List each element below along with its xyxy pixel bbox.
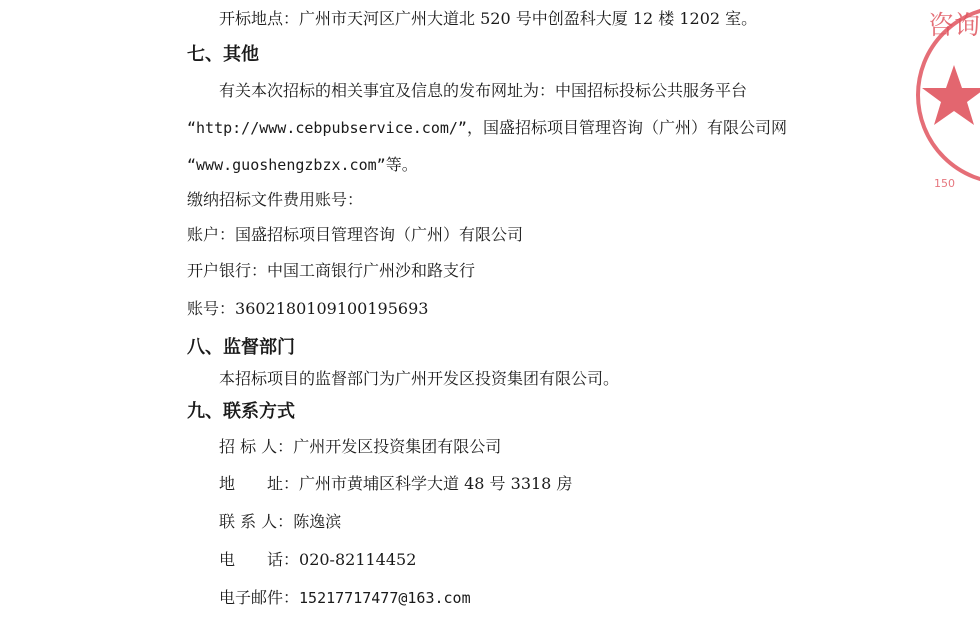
- address-label: 地 址：: [219, 474, 300, 493]
- phone-value: 020-82114452: [299, 550, 417, 569]
- section-7-paragraph-line-3-text: 等。: [385, 155, 418, 174]
- phone-line: [219, 550, 416, 570]
- section-7-paragraph-line-2: [187, 118, 787, 138]
- email-value: 15217717477@163.com: [299, 589, 471, 607]
- address-value: 广州市黄埔区科学大道 48 号 3318 房: [299, 474, 573, 493]
- bank-line: [187, 261, 475, 281]
- account-name-label: 账户：: [187, 225, 236, 244]
- company-seal: [916, 0, 980, 200]
- star-icon: [922, 65, 980, 125]
- opening-location-label: 开标地点：: [219, 9, 300, 28]
- bank-value: 中国工商银行广州沙和路支行: [267, 261, 476, 280]
- account-number-line: [187, 299, 428, 319]
- opening-location-line: [219, 9, 757, 29]
- seal-number: 150: [934, 177, 955, 190]
- fee-account-title: 缴纳招标文件费用账号：: [187, 190, 364, 209]
- tenderer-value: 广州开发区投资集团有限公司: [293, 437, 502, 456]
- section-9-heading: 九、联系方式: [187, 401, 295, 422]
- contact-line: [219, 512, 341, 532]
- account-number-value: 3602180109100195693: [235, 299, 429, 318]
- contact-value: 陈逸滨: [293, 512, 342, 531]
- tenderer-label: 招 标 人：: [219, 437, 294, 456]
- bank-label: 开户银行：: [187, 261, 268, 280]
- section-7-paragraph-line-3: [187, 155, 418, 175]
- section-7-paragraph-line-2-text: ，国盛招标项目管理咨询（广州）有限公司网: [466, 118, 787, 137]
- address-line: [219, 474, 572, 494]
- section-8-heading: 八、监督部门: [187, 337, 295, 358]
- email-label: 电子邮件：: [219, 588, 300, 607]
- opening-location-value: 广州市天河区广州大道北 520 号中创盈科大厦 12 楼 1202 室。: [299, 9, 758, 28]
- seal-text: 咨询: [928, 11, 980, 41]
- section-8-text: 本招标项目的监督部门为广州开发区投资集团有限公司。: [219, 369, 620, 388]
- guoshengzbzx-url: “www.guoshengzbzx.com”: [187, 156, 386, 174]
- cebpubservice-url: “http://www.cebpubservice.com/”: [187, 119, 467, 137]
- contact-label: 联 系 人：: [219, 512, 294, 531]
- account-name-value: 国盛招标项目管理咨询（广州）有限公司: [235, 225, 524, 244]
- tenderer-line: [219, 437, 501, 457]
- account-name-line: [187, 225, 523, 245]
- section-7-paragraph-line-1: 有关本次招标的相关事宜及信息的发布网址为：中国招标投标公共服务平台: [219, 81, 748, 100]
- section-7-heading: 七、其他: [187, 44, 259, 65]
- email-line: [219, 588, 471, 608]
- phone-label: 电 话：: [219, 550, 300, 569]
- account-number-label: 账号：: [187, 299, 236, 318]
